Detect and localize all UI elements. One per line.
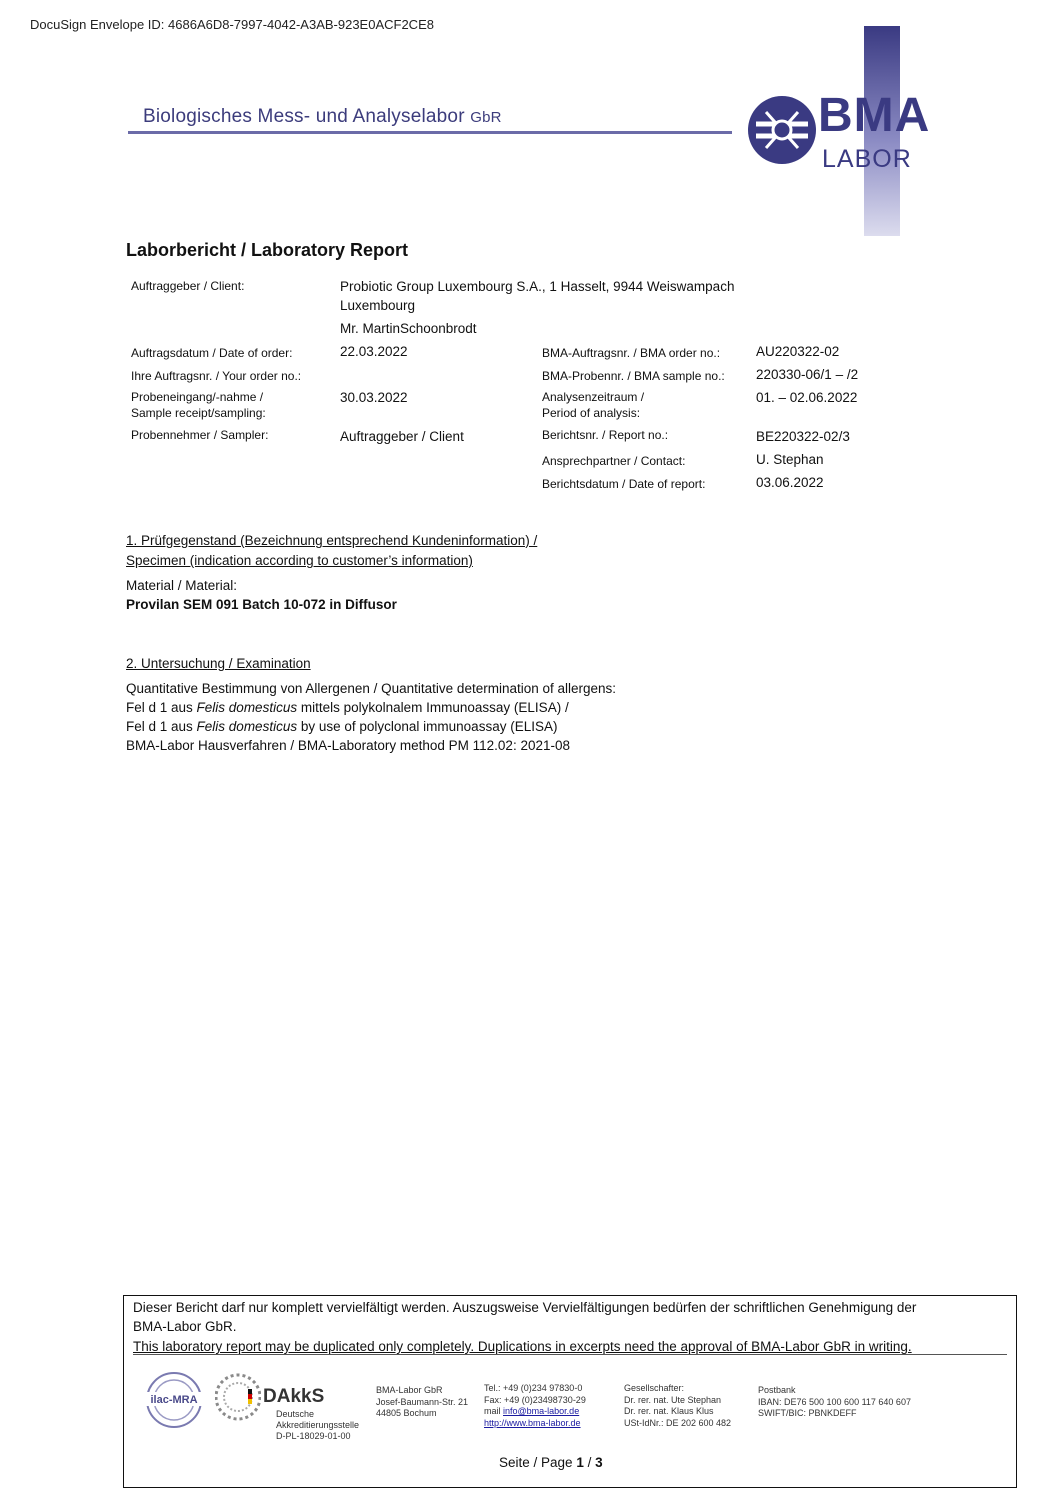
partners-heading: Gesellschafter:	[624, 1383, 685, 1393]
sampler-value: Auftraggeber / Client	[340, 429, 464, 444]
examination-line-3-species: Felis domesticus	[196, 719, 298, 734]
dakks-sub-3: D-PL-18029-01-00	[276, 1431, 351, 1441]
contact-mail-link[interactable]: info@bma-labor.de	[503, 1406, 580, 1416]
footer-bank	[758, 1385, 911, 1420]
ilac-mra-logo-icon	[144, 1370, 204, 1430]
footer-note-en: This laboratory report may be duplicated only completely. Duplications in excerpts need the approval of BMA-Labor GbR in writing.	[133, 1339, 912, 1354]
page-prefix: Seite / Page	[499, 1455, 577, 1470]
examination-line-3	[126, 719, 557, 734]
dakks-logo-icon	[215, 1369, 261, 1425]
examination-line-2-start: Fel d 1 aus	[126, 700, 197, 715]
lab-name	[143, 106, 502, 128]
receipt-label-1: Probeneingang/-nahme /	[131, 390, 264, 404]
bma-order-value: AU220322-02	[756, 344, 840, 359]
contact-web-link[interactable]: http://www.bma-labor.de	[484, 1417, 581, 1428]
order-date-value: 22.03.2022	[340, 344, 408, 359]
bma-logo-icon	[746, 94, 818, 166]
contact-value: U. Stephan	[756, 452, 824, 467]
period-label-2: Period of analysis:	[542, 406, 641, 420]
examination-line-3-end: by use of polyclonal immunoassay (ELISA)	[297, 719, 558, 734]
bank-swift: SWIFT/BIC: PBNKDEFF	[758, 1408, 857, 1418]
examination-line-2	[126, 700, 569, 715]
your-order-label: Ihre Auftragsnr. / Your order no.:	[131, 369, 302, 383]
examination-line-2-species: Felis domesticus	[196, 700, 298, 715]
lab-name-text: Biologisches Mess- und Analyselabor	[143, 106, 465, 127]
period-label-1: Analysenzeitraum /	[542, 390, 645, 404]
client-label: Auftraggeber / Client:	[131, 279, 245, 293]
material-label: Material / Material:	[126, 578, 238, 593]
receipt-date-value: 30.03.2022	[340, 390, 408, 405]
client-line2: Luxembourg	[340, 298, 416, 313]
dakks-sub-2: Akkreditierungsstelle	[276, 1420, 360, 1430]
examination-line-1: Quantitative Bestimmung von Allergenen / Quantitative determination of allergens:	[126, 681, 617, 696]
footer-note-de-2: BMA-Labor GbR.	[133, 1319, 237, 1334]
examination-line-4: BMA-Labor Hausverfahren / BMA-Laboratory method PM 112.02: 2021-08	[126, 738, 570, 753]
section2-heading: 2. Untersuchung / Examination	[126, 656, 311, 671]
section1-heading-2: Specimen (indication according to customer’s information)	[126, 553, 473, 568]
footer-note-de-1: Dieser Bericht darf nur komplett vervielfältigt werden. Auszugsweise Vervielfältigungen bedürfen der schriftlichen Genehmigung der	[133, 1300, 917, 1315]
material-value: Provilan SEM 091 Batch 10-072 in Diffusor	[126, 597, 397, 612]
lab-name-suffix: GbR	[470, 109, 502, 126]
bank-iban: IBAN: DE76 500 100 600 117 640 607	[758, 1396, 911, 1407]
page-current: 1	[576, 1455, 584, 1470]
partner-2: Dr. rer. nat. Klaus Klus	[624, 1406, 714, 1416]
bank-name: Postbank	[758, 1385, 796, 1395]
report-title: Laborbericht / Laboratory Report	[126, 240, 409, 260]
dakks-label: DAkkS	[263, 1386, 325, 1407]
report-date-label: Berichtsdatum / Date of report:	[542, 477, 706, 491]
page-number	[499, 1455, 603, 1470]
address-line-2: Josef-Baumann-Str. 21	[376, 1396, 469, 1407]
footer-divider	[133, 1354, 1007, 1355]
dakks-sub-1: Deutsche	[276, 1409, 315, 1419]
docusign-envelope-id: DocuSign Envelope ID: 4686A6D8-7997-4042-A3AB-923E0ACF2CE8	[30, 17, 434, 32]
footer-partners	[624, 1383, 731, 1429]
address-line-1: BMA-Labor GbR	[376, 1385, 443, 1395]
section1-heading-1: 1. Prüfgegenstand (Bezeichnung entsprechend Kundeninformation) /	[126, 533, 538, 548]
examination-line-3-start: Fel d 1 aus	[126, 719, 197, 734]
bma-sample-value: 220330-06/1 – /2	[756, 367, 859, 382]
report-no-value: BE220322-02/3	[756, 429, 850, 444]
client-contact: Mr. MartinSchoonbrodt	[340, 321, 477, 336]
receipt-label-2: Sample receipt/sampling:	[131, 406, 266, 420]
bma-sample-label: BMA-Probennr. / BMA sample no.:	[542, 369, 725, 383]
sampler-label: Probennehmer / Sampler:	[131, 428, 269, 442]
logo-labor-text: LABOR	[822, 145, 912, 173]
page-separator: /	[583, 1455, 596, 1470]
report-date-value: 03.06.2022	[756, 475, 824, 490]
order-date-label: Auftragsdatum / Date of order:	[131, 346, 293, 360]
period-value: 01. – 02.06.2022	[756, 390, 858, 405]
contact-mail	[484, 1406, 586, 1418]
bma-order-label: BMA-Auftragsnr. / BMA order no.:	[542, 346, 721, 360]
ust-id: USt-IdNr.: DE 202 600 482	[624, 1417, 732, 1428]
report-no-label: Berichtsnr. / Report no.:	[542, 428, 669, 442]
ilac-mra-label: ilac-MRA	[150, 1394, 198, 1406]
examination-line-2-end: mittels polykolnalem Immunoassay (ELISA) /	[297, 700, 569, 715]
header-divider	[128, 131, 732, 134]
client-line1: Probiotic Group Luxembourg S.A., 1 Hasselt, 9944 Weiswampach	[340, 279, 735, 294]
contact-mail-prefix: mail	[484, 1406, 504, 1416]
contact-label: Ansprechpartner / Contact:	[542, 454, 686, 468]
logo-bma-text: BMA	[818, 89, 931, 142]
page-total: 3	[595, 1455, 603, 1470]
partner-1: Dr. rer. nat. Ute Stephan	[624, 1394, 722, 1405]
address-line-3: 44805 Bochum	[376, 1408, 437, 1418]
contact-tel: Tel.: +49 (0)234 97830-0	[484, 1383, 583, 1393]
contact-fax: Fax: +49 (0)23498730-29	[484, 1394, 586, 1405]
footer-address	[376, 1385, 468, 1420]
footer-contact	[484, 1383, 586, 1429]
